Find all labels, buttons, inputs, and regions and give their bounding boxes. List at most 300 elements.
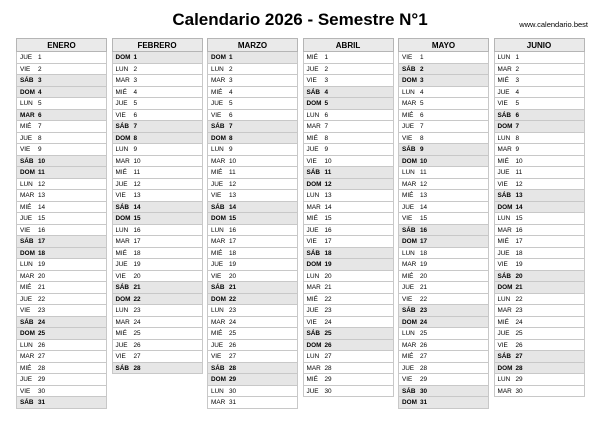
day-number: 28 (133, 364, 141, 372)
weekday-label: LUN (211, 307, 224, 314)
day-number: 5 (229, 100, 233, 107)
weekday-label: DOM (497, 203, 513, 211)
day-number: 11 (133, 169, 141, 176)
day-number: 10 (420, 157, 428, 165)
day-number: 25 (420, 330, 428, 337)
day-row (207, 374, 298, 386)
day-row (16, 87, 107, 99)
day-number: 12 (229, 180, 237, 188)
weekday-label: MAR (497, 387, 512, 395)
day-row (207, 397, 298, 409)
day-number: 25 (324, 330, 332, 337)
weekday-label: JUE (20, 376, 33, 383)
day-row (112, 144, 203, 156)
weekday-label: VIE (115, 192, 126, 199)
day-number: 24 (38, 318, 46, 326)
day-row (398, 317, 489, 329)
day-number: 19 (229, 261, 237, 268)
day-row (398, 156, 489, 168)
weekday-label: JUE (20, 215, 33, 222)
weekday-label: SÁB (402, 387, 416, 395)
weekday-label: SÁB (497, 192, 511, 199)
day-number: 6 (420, 111, 424, 119)
day-number: 27 (38, 353, 46, 360)
day-number: 10 (324, 157, 332, 165)
day-number: 18 (324, 249, 332, 257)
weekday-label: LUN (497, 215, 511, 222)
day-row (16, 397, 107, 409)
day-row (112, 202, 203, 214)
weekday-label: MAR (20, 353, 35, 360)
weekday-label: MIÉ (306, 376, 318, 383)
weekday-label: JUE (402, 284, 415, 291)
weekday-label: JUE (306, 226, 319, 234)
day-row (207, 351, 298, 363)
day-number: 22 (515, 295, 523, 303)
day-number: 18 (229, 249, 237, 257)
day-row (303, 282, 394, 294)
day-number: 28 (420, 364, 428, 372)
weekday-label: VIE (211, 192, 222, 199)
weekday-label: LUN (402, 330, 415, 337)
day-number: 7 (38, 123, 42, 130)
day-number: 15 (38, 215, 46, 222)
weekday-label: MIÉ (20, 364, 32, 372)
day-number: 14 (420, 203, 428, 211)
day-number: 1 (133, 54, 138, 61)
day-row (16, 259, 107, 271)
day-number: 22 (324, 295, 332, 303)
weekday-label: MAR (402, 261, 417, 268)
weekday-label: LUN (20, 180, 33, 188)
day-number: 2 (324, 65, 329, 73)
weekday-label: SÁB (497, 272, 511, 280)
day-row (207, 328, 298, 340)
weekday-label: SÁB (497, 353, 511, 360)
day-row (494, 374, 585, 386)
day-number: 3 (324, 77, 329, 84)
day-row (112, 282, 203, 294)
weekday-label: MIÉ (402, 272, 414, 280)
weekday-label: SÁB (497, 111, 511, 119)
weekday-label: MIÉ (115, 88, 127, 96)
weekday-label: VIE (306, 157, 317, 165)
weekday-label: SÁB (115, 123, 129, 130)
weekday-label: SÁB (402, 65, 416, 73)
weekday-label: VIE (497, 180, 508, 188)
day-number: 8 (133, 134, 138, 142)
day-row (303, 363, 394, 375)
weekday-label: MIÉ (306, 134, 318, 142)
weekday-label: LUN (20, 261, 33, 268)
weekday-label: MAR (20, 272, 35, 280)
day-row (16, 305, 107, 317)
month-column-junio (494, 38, 585, 397)
weekday-label: MIÉ (115, 169, 127, 176)
weekday-label: JUE (20, 54, 33, 61)
weekday-label: SÁB (306, 169, 320, 176)
day-row (398, 75, 489, 87)
day-number: 9 (133, 146, 138, 153)
day-row (398, 305, 489, 317)
day-number: 17 (420, 238, 428, 245)
weekday-label: MAR (497, 226, 512, 234)
day-number: 7 (324, 123, 329, 130)
day-number: 29 (38, 376, 46, 383)
day-number: 1 (229, 54, 233, 61)
day-row (207, 305, 298, 317)
day-row (398, 202, 489, 214)
day-row (398, 271, 489, 283)
day-row (398, 179, 489, 191)
day-number: 9 (420, 146, 424, 153)
day-number: 24 (515, 318, 523, 326)
weekday-label: SÁB (20, 318, 34, 326)
weekday-label: MAR (115, 238, 130, 245)
day-row (207, 133, 298, 145)
day-number: 19 (38, 261, 46, 268)
day-row (398, 225, 489, 237)
day-row (494, 121, 585, 133)
weekday-label: JUE (115, 341, 128, 349)
day-row (494, 98, 585, 110)
weekday-label: MIÉ (20, 284, 32, 291)
weekday-label: SÁB (20, 399, 34, 406)
day-number: 7 (229, 123, 233, 130)
day-number: 23 (324, 307, 332, 314)
weekday-label: VIE (20, 387, 31, 395)
weekday-label: LUN (497, 295, 511, 303)
day-number: 23 (420, 307, 428, 314)
day-number: 13 (229, 192, 237, 199)
day-row (303, 305, 394, 317)
day-number: 5 (420, 100, 424, 107)
day-number: 28 (229, 364, 237, 372)
day-number: 4 (229, 88, 233, 96)
weekday-label: MIÉ (211, 330, 223, 337)
day-row (494, 87, 585, 99)
day-row (207, 87, 298, 99)
day-number: 19 (420, 261, 428, 268)
day-row (303, 259, 394, 271)
day-row (207, 271, 298, 283)
day-number: 2 (229, 65, 233, 73)
day-number: 21 (515, 284, 523, 291)
month-header: MAYO (398, 38, 489, 52)
weekday-label: LUN (402, 88, 415, 96)
weekday-label: VIE (497, 261, 508, 268)
day-row (494, 52, 585, 64)
day-row (494, 190, 585, 202)
weekday-label: MAR (306, 364, 321, 372)
day-number: 3 (515, 77, 520, 84)
weekday-label: VIE (402, 376, 413, 383)
day-row (112, 98, 203, 110)
weekday-label: JUE (211, 180, 224, 188)
day-row (16, 340, 107, 352)
day-row (398, 190, 489, 202)
day-row (494, 248, 585, 260)
day-row (16, 75, 107, 87)
weekday-label: MIÉ (306, 54, 318, 61)
day-number: 26 (324, 341, 332, 349)
page-title: Calendario 2026 - Semestre N°1 (172, 10, 428, 29)
day-row (207, 190, 298, 202)
weekday-label: DOM (402, 399, 417, 406)
day-row (303, 121, 394, 133)
day-number: 6 (515, 111, 520, 119)
day-row (207, 167, 298, 179)
day-number: 22 (229, 295, 237, 303)
day-row (112, 271, 203, 283)
weekday-label: MAR (20, 111, 35, 119)
day-number: 20 (515, 272, 523, 280)
day-row (207, 202, 298, 214)
day-row (303, 248, 394, 260)
weekday-label: DOM (402, 238, 417, 245)
day-number: 4 (324, 88, 329, 96)
weekday-label: DOM (211, 134, 226, 142)
day-row (398, 386, 489, 398)
weekday-label: DOM (115, 295, 131, 303)
day-row (112, 75, 203, 87)
day-number: 16 (515, 226, 523, 234)
day-row (16, 144, 107, 156)
weekday-label: SÁB (20, 157, 34, 165)
weekday-label: MIÉ (497, 157, 509, 165)
day-row (16, 328, 107, 340)
day-number: 2 (515, 65, 520, 73)
weekday-label: JUE (497, 169, 510, 176)
day-number: 21 (229, 284, 237, 291)
day-row (16, 363, 107, 375)
weekday-label: VIE (306, 318, 317, 326)
day-number: 13 (420, 192, 428, 199)
day-number: 3 (420, 77, 424, 84)
day-row (303, 98, 394, 110)
weekday-label: LUN (20, 341, 33, 349)
day-number: 31 (229, 399, 237, 406)
day-row (16, 351, 107, 363)
weekday-label: VIE (211, 111, 222, 119)
day-number: 25 (229, 330, 237, 337)
day-row (398, 351, 489, 363)
day-row (16, 156, 107, 168)
day-row (303, 340, 394, 352)
day-number: 26 (515, 341, 523, 349)
day-number: 23 (515, 307, 523, 314)
weekday-label: DOM (211, 376, 226, 383)
day-number: 8 (515, 134, 520, 142)
month-header: MARZO (207, 38, 298, 52)
day-number: 1 (515, 54, 520, 61)
weekday-label: LUN (402, 249, 415, 257)
day-row (16, 294, 107, 306)
day-number: 26 (38, 341, 46, 349)
day-number: 8 (420, 134, 424, 142)
day-row (303, 271, 394, 283)
day-number: 4 (38, 88, 42, 96)
day-row (16, 110, 107, 122)
weekday-label: LUN (497, 376, 511, 383)
weekday-label: DOM (402, 318, 417, 326)
day-number: 19 (324, 261, 332, 268)
day-row (494, 202, 585, 214)
day-row (112, 248, 203, 260)
day-number: 11 (229, 169, 236, 176)
weekday-label: DOM (115, 54, 131, 61)
day-number: 30 (420, 387, 428, 395)
weekday-label: DOM (20, 330, 35, 337)
day-row (112, 121, 203, 133)
day-row (207, 340, 298, 352)
day-row (303, 75, 394, 87)
day-number: 2 (38, 65, 42, 73)
weekday-label: MAR (497, 307, 512, 314)
day-row (398, 110, 489, 122)
day-row (112, 190, 203, 202)
weekday-label: JUE (211, 261, 224, 268)
day-number: 4 (515, 88, 520, 96)
weekday-label: JUE (306, 65, 319, 73)
day-number: 30 (515, 387, 523, 395)
day-row (207, 225, 298, 237)
weekday-label: MIÉ (497, 77, 509, 84)
weekday-label: MIÉ (211, 169, 223, 176)
weekday-label: DOM (306, 341, 322, 349)
day-row (303, 190, 394, 202)
weekday-label: MAR (115, 318, 130, 326)
day-row (303, 202, 394, 214)
day-row (207, 121, 298, 133)
weekday-label: LUN (115, 307, 129, 314)
weekday-label: JUE (306, 307, 319, 314)
weekday-label: DOM (306, 261, 322, 268)
weekday-label: VIE (306, 77, 317, 84)
day-row (494, 213, 585, 225)
day-number: 14 (133, 203, 141, 211)
weekday-label: DOM (497, 123, 513, 130)
day-row (207, 64, 298, 76)
weekday-label: LUN (402, 169, 415, 176)
day-number: 20 (229, 272, 237, 280)
day-number: 6 (324, 111, 329, 119)
day-row (16, 282, 107, 294)
day-number: 12 (38, 180, 46, 188)
day-row (112, 87, 203, 99)
day-number: 16 (420, 226, 428, 234)
day-row (207, 363, 298, 375)
day-number: 16 (229, 226, 237, 234)
day-row (16, 202, 107, 214)
weekday-label: JUE (115, 180, 128, 188)
day-number: 18 (515, 249, 523, 257)
day-row (303, 144, 394, 156)
day-number: 30 (229, 387, 237, 395)
day-number: 7 (420, 123, 424, 130)
weekday-label: VIE (402, 54, 413, 61)
weekday-label: MAR (497, 146, 512, 153)
day-number: 10 (515, 157, 523, 165)
day-number: 15 (229, 215, 237, 222)
day-number: 10 (38, 157, 46, 165)
day-row (16, 52, 107, 64)
weekday-label: DOM (402, 77, 417, 84)
weekday-label: JUE (20, 295, 33, 303)
day-row (398, 144, 489, 156)
day-row (207, 110, 298, 122)
day-row (494, 271, 585, 283)
day-number: 11 (515, 169, 523, 176)
weekday-label: MAR (402, 341, 417, 349)
day-number: 3 (38, 77, 42, 84)
day-number: 7 (133, 123, 138, 130)
day-row (112, 213, 203, 225)
day-number: 6 (133, 111, 138, 119)
day-number: 8 (38, 134, 42, 142)
day-row (303, 110, 394, 122)
day-number: 1 (324, 54, 329, 61)
day-row (112, 52, 203, 64)
day-row (16, 213, 107, 225)
weekday-label: MAR (115, 157, 130, 165)
month-header: ABRIL (303, 38, 394, 52)
day-number: 24 (133, 318, 141, 326)
weekday-label: SÁB (115, 364, 129, 372)
weekday-label: MIÉ (211, 88, 223, 96)
weekday-label: MIÉ (402, 192, 414, 199)
day-row (207, 248, 298, 260)
day-number: 4 (133, 88, 138, 96)
day-number: 1 (420, 54, 424, 61)
day-number: 17 (515, 238, 523, 245)
day-row (207, 259, 298, 271)
day-number: 12 (133, 180, 141, 188)
day-row (112, 167, 203, 179)
weekday-label: MAR (306, 123, 321, 130)
day-number: 2 (133, 65, 138, 73)
weekday-label: JUE (497, 330, 510, 337)
day-number: 20 (133, 272, 141, 280)
weekday-label: LUN (211, 387, 224, 395)
day-number: 11 (420, 169, 427, 176)
weekday-label: DOM (306, 180, 322, 188)
day-number: 20 (324, 272, 332, 280)
weekday-label: MAR (211, 157, 226, 165)
day-row (398, 294, 489, 306)
weekday-label: SÁB (306, 330, 320, 337)
weekday-label: JUE (115, 261, 128, 268)
weekday-label: JUE (306, 146, 319, 153)
day-row (398, 64, 489, 76)
day-row (303, 328, 394, 340)
weekday-label: VIE (20, 307, 31, 314)
day-number: 1 (38, 54, 42, 61)
day-number: 25 (38, 330, 46, 337)
day-number: 27 (324, 353, 332, 360)
day-number: 31 (38, 399, 46, 406)
weekday-label: JUE (497, 249, 510, 257)
day-row (112, 351, 203, 363)
day-row (303, 179, 394, 191)
weekday-label: LUN (115, 226, 129, 234)
day-row (398, 236, 489, 248)
weekday-label: VIE (402, 134, 413, 142)
weekday-label: VIE (306, 238, 317, 245)
weekday-label: VIE (20, 146, 31, 153)
day-number: 30 (38, 387, 46, 395)
weekday-label: VIE (497, 341, 508, 349)
